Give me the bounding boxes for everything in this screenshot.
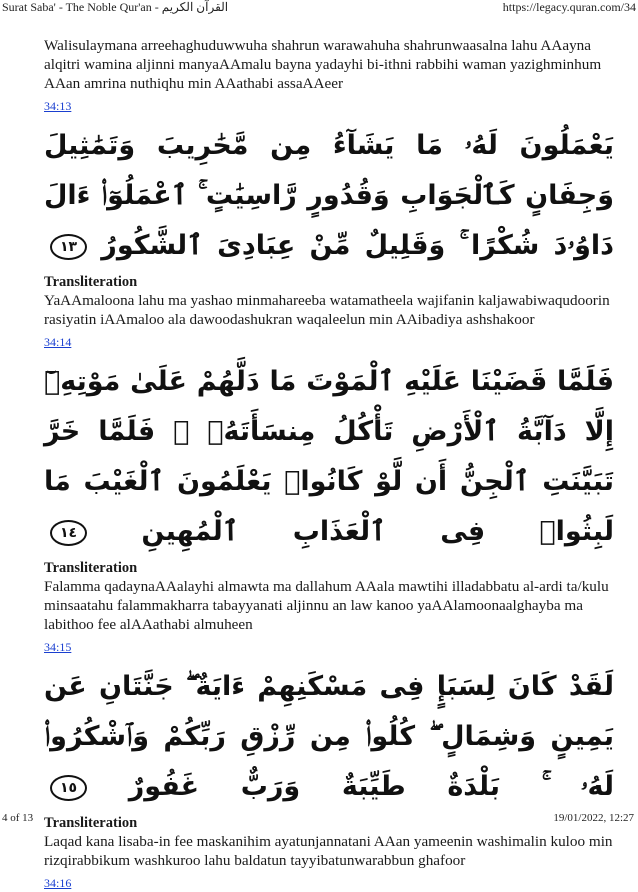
verse-link-34-16[interactable]: 34:16 [44, 876, 72, 890]
page-content [44, 36, 614, 892]
transliteration-34-13: YaAAmaloona lahu ma yashao minmahareeba watamatheela wajifanin kaljawabiwaqudoorin rasiyatin iAAmaloo ala dawoodashukran waqaleelun min AAibadiya ashshakoor [44, 292, 610, 328]
intro-transliteration: Walisulaymana arreehaghuduwwuha shahrun warawahuha shahrunwaasalna lahu AAayna alqitri wamina aljinni manyaAAmalu bayna yadayhi bi-ithni rabbihi waman yazighminhum AAan amrina nuthiqhu min AAathabi assaAAeer [44, 37, 602, 92]
transliteration-34-15: Laqad kana lisaba-in fee maskanihim ayatunjannatani AAan yameenin washimalin kuloo min rizqirabbikum washkuroo lahu baldatun tayyibatunwarabbun ghafoor [44, 833, 613, 869]
verse-link-34-15[interactable]: 34:15 [44, 640, 72, 654]
arabic-text: فَلَمَّا قَضَيْنَا عَلَيْهِ ٱلْمَوْتَ مَا دَلَّهُمْ عَلَىٰ مَوْتِهِۦٓ إِلَّا دَآبَّةُ ٱلْأَرْضِ تَأْكُلُ مِنسَأَتَهُۥ ۖ فَلَمَّا خَرَّ تَبَيَّنَتِ ٱلْجِنُّ أَن لَّوْ كَانُوا۟ يَعْلَمُونَ ٱلْغَيْبَ مَا لَبِثُوا۟ فِى ٱلْعَذَابِ ٱلْمُهِينِ [44, 366, 614, 547]
arabic-verse-34-14 [44, 357, 614, 557]
page-counter: 4 of 13 [2, 812, 34, 824]
verse-number-badge: ١٤ [50, 520, 87, 546]
page-header-url: https://legacy.quran.com/34 [502, 0, 636, 14]
verse-link-34-13[interactable]: 34:13 [44, 99, 72, 113]
arabic-text: لَقَدْ كَانَ لِسَبَإٍ فِى مَسْكَنِهِمْ ءَايَةٌ ۖ جَنَّتَانِ عَن يَمِينٍ وَشِمَالٍ ۖ كُلُوا۟ مِن رِّزْقِ رَبِّكُمْ وَٱشْكُرُوا۟ لَهُۥ ۚ بَلْدَةٌ طَيِّبَةٌ وَرَبٌّ غَفُورٌ [44, 671, 614, 802]
verse-number-badge: ١٣ [50, 234, 87, 260]
arabic-text: يَعْمَلُونَ لَهُۥ مَا يَشَآءُ مِن مَّحَٰرِيبَ وَتَمَٰثِيلَ وَجِفَانٍ كَٱلْجَوَابِ وَقُدُورٍ رَّاسِيَٰتٍ ۚ ٱعْمَلُوٓا۟ ءَالَ دَاوُۥدَ شُكْرًا ۚ وَقَلِيلٌ مِّنْ عِبَادِىَ ٱلشَّكُورُ [44, 130, 615, 261]
transliteration-heading: Transliteration [44, 560, 138, 576]
arabic-verse-34-13 [44, 121, 614, 271]
verse-number-badge: ١٥ [50, 775, 87, 801]
transliteration-heading: Transliteration [44, 274, 138, 290]
print-datetime: 19/01/2022, 12:27 [553, 812, 634, 824]
transliteration-34-14: Falamma qadaynaAAalayhi almawta ma dallahum AAala mawtihi illadabbatu al-ardi ta/kulu minsaatahu falammakharra tabayyanati aljinnu an law kanoo yaAAlamoonaalghayba ma labithoo fee alAAathabi almuheen [44, 578, 609, 633]
arabic-verse-34-15 [44, 662, 614, 812]
page-header-title: Surat Saba' - The Noble Qur'an - القرآن الكريم [2, 0, 229, 14]
verse-link-34-14[interactable]: 34:14 [44, 335, 72, 349]
transliteration-heading: Transliteration [44, 815, 138, 831]
